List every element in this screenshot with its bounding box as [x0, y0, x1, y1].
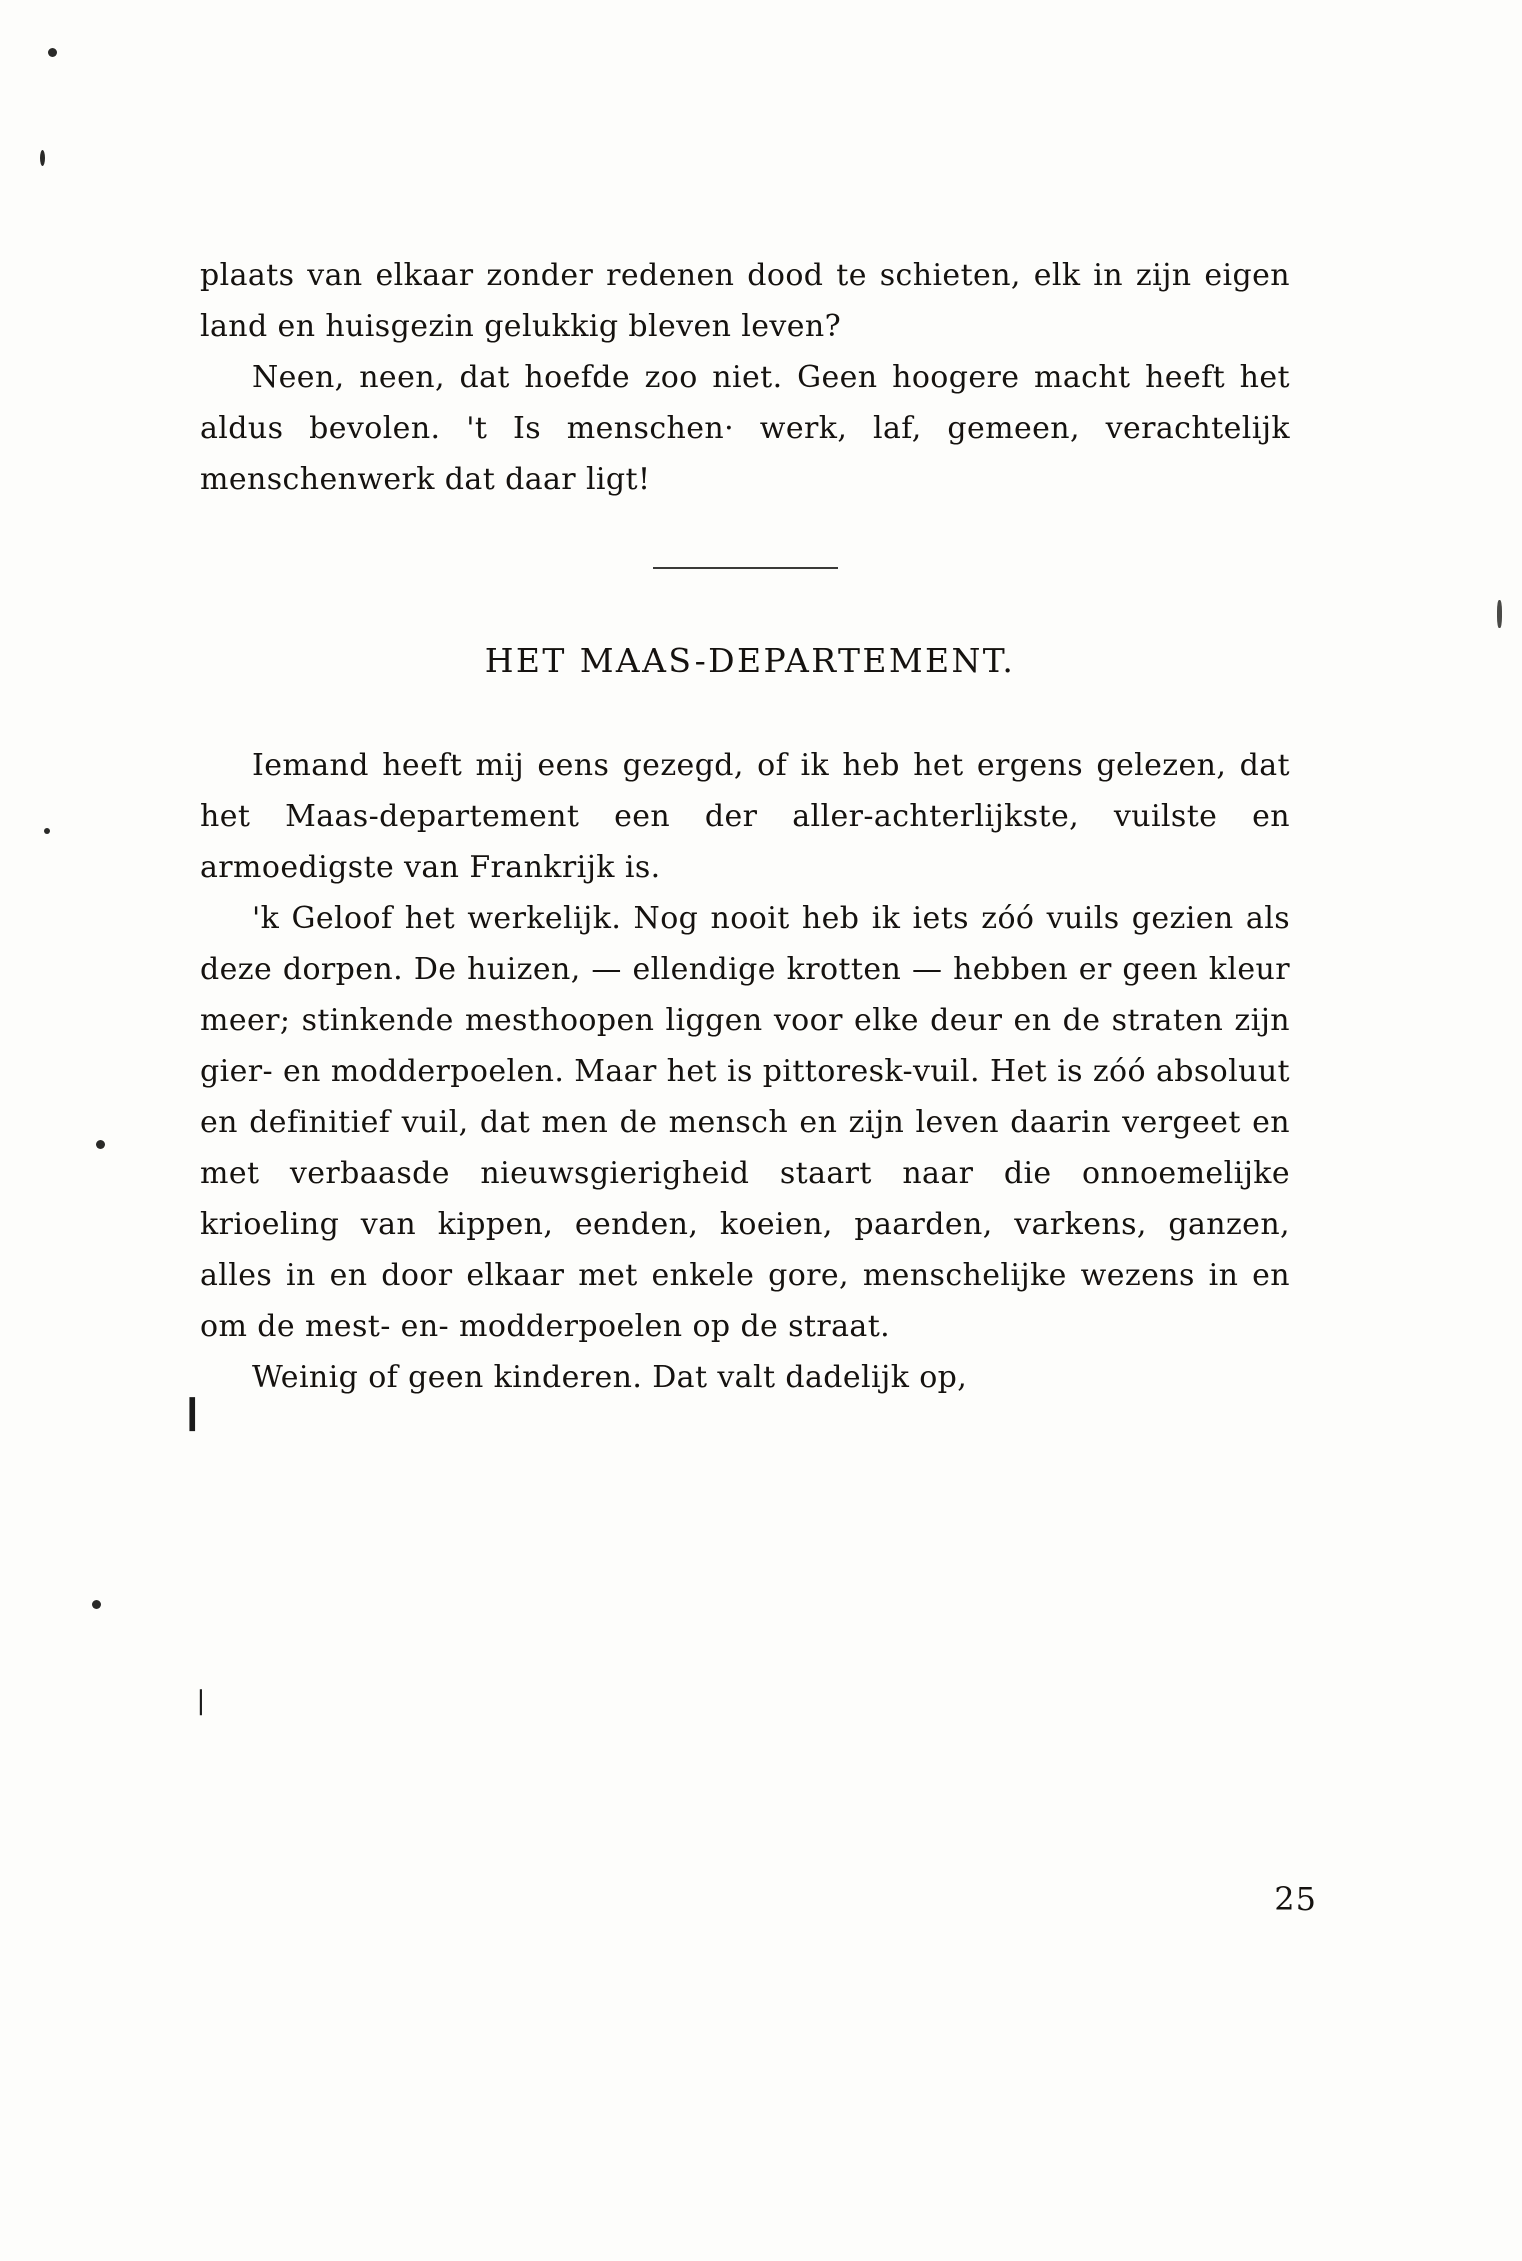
paragraph-weinig: Weinig of geen kinderen. Dat valt dadelijk op, — [252, 1360, 968, 1395]
page-speck-left-mid — [44, 828, 50, 834]
page-speck-left-upper — [40, 150, 45, 166]
section-divider — [200, 567, 1290, 569]
page-speck-top-left — [48, 48, 57, 57]
page-content — [200, 250, 1290, 1403]
paragraph-block-bottom — [200, 740, 1290, 1403]
paragraph-continuation: plaats van elkaar zonder redenen dood te schieten, elk in zijn eigen land en huisgezin gelukkig bleven leven? — [200, 258, 1290, 344]
page-speck-left-lower — [96, 1140, 105, 1149]
paragraph-block-top — [200, 250, 1290, 505]
paragraph-k-geloof: 'k Geloof het werkelijk. Nog nooit heb ik iets zóó vuils gezien als deze dorpen. De huizen, — ellendige krotten — hebben er geen kleur meer; stinkende mesthoopen liggen voor elke deur en de straten zijn gier- en modderpoelen. Maar het is pittoresk-vuil. Het is zóó absoluut en definitief vuil, dat men de mensch en zijn leven daarin vergeet en met verbaasde nieuwsgierigheid staart naar die onnoemelijke krioeling van kippen, eenden, koeien, paarden, varkens, ganzen, alles in en door elkaar met enkele gore, menschelijke wezens in en om de mest- en- modderpoelen op de straat. — [200, 901, 1290, 1344]
margin-mark-bar-icon: ❙ — [178, 1392, 207, 1432]
section-heading: HET MAAS-DEPARTEMENT. — [484, 641, 1016, 680]
paragraph-iemand: Iemand heeft mij eens gezegd, of ik heb het ergens gelezen, dat het Maas-departement een der aller-achterlijkste, vuilste en armoedigste van Frankrijk is. — [200, 748, 1290, 885]
divider-rule — [653, 567, 838, 569]
paragraph-neen-neen: Neen, neen, dat hoefde zoo niet. Geen hoogere macht heeft het aldus bevolen. 't Is menschen· werk, laf, gemeen, verachtelijk menschenwerk dat daar ligt! — [200, 360, 1290, 497]
margin-mark-tick-icon: ❘ — [190, 1686, 212, 1716]
page-speck-right — [1497, 600, 1502, 628]
page-number: 25 — [1274, 1880, 1317, 1918]
page-speck-left-bottom — [92, 1600, 101, 1609]
